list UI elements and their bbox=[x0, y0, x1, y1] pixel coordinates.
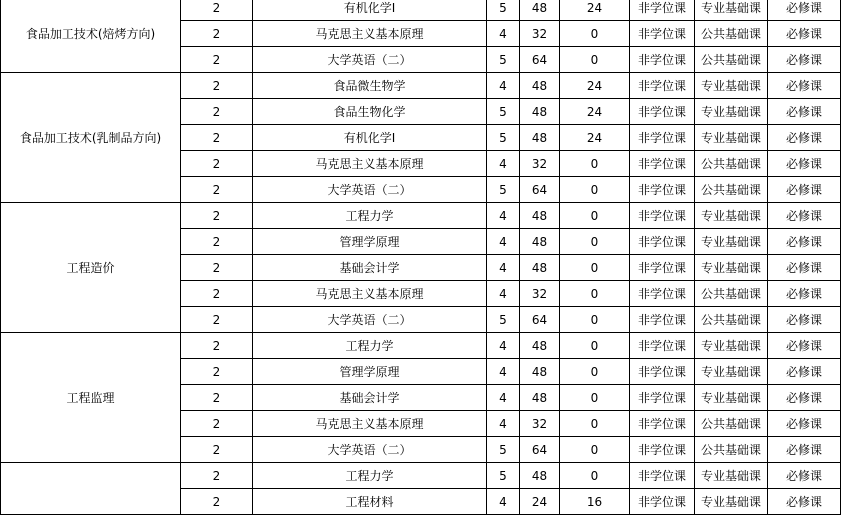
lab-hours-cell: 0 bbox=[560, 255, 630, 281]
course-name-cell: 大学英语（二） bbox=[253, 437, 487, 463]
course-name-cell: 工程力学 bbox=[253, 333, 487, 359]
degree-type-cell: 非学位课 bbox=[630, 255, 695, 281]
course-type-cell: 必修课 bbox=[768, 203, 841, 229]
lab-hours-cell: 0 bbox=[560, 203, 630, 229]
degree-type-cell: 非学位课 bbox=[630, 151, 695, 177]
lab-hours-cell: 24 bbox=[560, 0, 630, 21]
credit-cell: 4 bbox=[487, 151, 520, 177]
lab-hours-cell: 24 bbox=[560, 73, 630, 99]
degree-type-cell: 非学位课 bbox=[630, 125, 695, 151]
degree-type-cell: 非学位课 bbox=[630, 177, 695, 203]
lab-hours-cell: 0 bbox=[560, 333, 630, 359]
course-name-cell: 食品微生物学 bbox=[253, 73, 487, 99]
major-name-cell: 食品加工技术(乳制品方向) bbox=[1, 73, 181, 203]
course-category-cell: 专业基础课 bbox=[695, 125, 768, 151]
semester-cell: 2 bbox=[181, 359, 253, 385]
course-type-cell: 必修课 bbox=[768, 73, 841, 99]
hours-cell: 64 bbox=[520, 47, 560, 73]
course-type-cell: 必修课 bbox=[768, 463, 841, 489]
course-name-cell: 管理学原理 bbox=[253, 229, 487, 255]
course-type-cell: 必修课 bbox=[768, 47, 841, 73]
course-type-cell: 必修课 bbox=[768, 99, 841, 125]
credit-cell: 5 bbox=[487, 99, 520, 125]
course-name-cell: 大学英语（二） bbox=[253, 177, 487, 203]
semester-cell: 2 bbox=[181, 307, 253, 333]
degree-type-cell: 非学位课 bbox=[630, 99, 695, 125]
credit-cell: 4 bbox=[487, 229, 520, 255]
course-name-cell: 有机化学I bbox=[253, 125, 487, 151]
course-name-cell: 有机化学I bbox=[253, 0, 487, 21]
semester-cell: 2 bbox=[181, 437, 253, 463]
hours-cell: 48 bbox=[520, 333, 560, 359]
course-category-cell: 专业基础课 bbox=[695, 203, 768, 229]
course-category-cell: 专业基础课 bbox=[695, 489, 768, 515]
hours-cell: 48 bbox=[520, 385, 560, 411]
course-type-cell: 必修课 bbox=[768, 125, 841, 151]
semester-cell: 2 bbox=[181, 463, 253, 489]
hours-cell: 48 bbox=[520, 0, 560, 21]
table-row bbox=[1, 463, 841, 489]
hours-cell: 32 bbox=[520, 411, 560, 437]
course-type-cell: 必修课 bbox=[768, 411, 841, 437]
hours-cell: 48 bbox=[520, 125, 560, 151]
course-name-cell: 基础会计学 bbox=[253, 255, 487, 281]
degree-type-cell: 非学位课 bbox=[630, 21, 695, 47]
major-name-cell: 工程监理 bbox=[1, 333, 181, 463]
course-name-cell: 马克思主义基本原理 bbox=[253, 411, 487, 437]
table-row bbox=[1, 0, 841, 21]
credit-cell: 5 bbox=[487, 125, 520, 151]
course-type-cell: 必修课 bbox=[768, 489, 841, 515]
lab-hours-cell: 0 bbox=[560, 177, 630, 203]
course-category-cell: 公共基础课 bbox=[695, 281, 768, 307]
hours-cell: 64 bbox=[520, 307, 560, 333]
course-name-cell: 基础会计学 bbox=[253, 385, 487, 411]
course-type-cell: 必修课 bbox=[768, 21, 841, 47]
hours-cell: 48 bbox=[520, 73, 560, 99]
semester-cell: 2 bbox=[181, 281, 253, 307]
hours-cell: 48 bbox=[520, 359, 560, 385]
lab-hours-cell: 24 bbox=[560, 99, 630, 125]
course-type-cell: 必修课 bbox=[768, 437, 841, 463]
course-type-cell: 必修课 bbox=[768, 0, 841, 21]
major-name-cell bbox=[1, 463, 181, 515]
course-category-cell: 专业基础课 bbox=[695, 333, 768, 359]
course-name-cell: 大学英语（二） bbox=[253, 307, 487, 333]
course-name-cell: 马克思主义基本原理 bbox=[253, 21, 487, 47]
course-category-cell: 专业基础课 bbox=[695, 463, 768, 489]
course-category-cell: 公共基础课 bbox=[695, 177, 768, 203]
credit-cell: 4 bbox=[487, 73, 520, 99]
degree-type-cell: 非学位课 bbox=[630, 489, 695, 515]
semester-cell: 2 bbox=[181, 385, 253, 411]
credit-cell: 4 bbox=[487, 385, 520, 411]
major-name-cell: 食品加工技术(焙烤方向) bbox=[1, 0, 181, 73]
degree-type-cell: 非学位课 bbox=[630, 385, 695, 411]
course-type-cell: 必修课 bbox=[768, 177, 841, 203]
lab-hours-cell: 0 bbox=[560, 307, 630, 333]
credit-cell: 4 bbox=[487, 255, 520, 281]
credit-cell: 4 bbox=[487, 333, 520, 359]
lab-hours-cell: 0 bbox=[560, 437, 630, 463]
course-type-cell: 必修课 bbox=[768, 255, 841, 281]
course-type-cell: 必修课 bbox=[768, 229, 841, 255]
course-type-cell: 必修课 bbox=[768, 307, 841, 333]
course-type-cell: 必修课 bbox=[768, 281, 841, 307]
course-category-cell: 公共基础课 bbox=[695, 437, 768, 463]
credit-cell: 4 bbox=[487, 411, 520, 437]
lab-hours-cell: 0 bbox=[560, 385, 630, 411]
lab-hours-cell: 0 bbox=[560, 463, 630, 489]
lab-hours-cell: 0 bbox=[560, 151, 630, 177]
course-type-cell: 必修课 bbox=[768, 359, 841, 385]
course-name-cell: 大学英语（二） bbox=[253, 47, 487, 73]
course-category-cell: 专业基础课 bbox=[695, 0, 768, 21]
credit-cell: 4 bbox=[487, 203, 520, 229]
degree-type-cell: 非学位课 bbox=[630, 333, 695, 359]
hours-cell: 48 bbox=[520, 463, 560, 489]
course-name-cell: 食品生物化学 bbox=[253, 99, 487, 125]
lab-hours-cell: 0 bbox=[560, 359, 630, 385]
semester-cell: 2 bbox=[181, 125, 253, 151]
credit-cell: 4 bbox=[487, 359, 520, 385]
semester-cell: 2 bbox=[181, 0, 253, 21]
credit-cell: 5 bbox=[487, 47, 520, 73]
course-category-cell: 专业基础课 bbox=[695, 255, 768, 281]
semester-cell: 2 bbox=[181, 99, 253, 125]
semester-cell: 2 bbox=[181, 203, 253, 229]
course-category-cell: 专业基础课 bbox=[695, 359, 768, 385]
hours-cell: 64 bbox=[520, 437, 560, 463]
hours-cell: 48 bbox=[520, 255, 560, 281]
credit-cell: 4 bbox=[487, 21, 520, 47]
table-row bbox=[1, 73, 841, 99]
lab-hours-cell: 0 bbox=[560, 47, 630, 73]
semester-cell: 2 bbox=[181, 333, 253, 359]
credit-cell: 5 bbox=[487, 463, 520, 489]
course-category-cell: 专业基础课 bbox=[695, 229, 768, 255]
semester-cell: 2 bbox=[181, 177, 253, 203]
credit-cell: 5 bbox=[487, 177, 520, 203]
hours-cell: 24 bbox=[520, 489, 560, 515]
degree-type-cell: 非学位课 bbox=[630, 437, 695, 463]
degree-type-cell: 非学位课 bbox=[630, 203, 695, 229]
course-type-cell: 必修课 bbox=[768, 385, 841, 411]
course-name-cell: 管理学原理 bbox=[253, 359, 487, 385]
course-name-cell: 工程材料 bbox=[253, 489, 487, 515]
table-row bbox=[1, 203, 841, 229]
course-category-cell: 公共基础课 bbox=[695, 307, 768, 333]
credit-cell: 4 bbox=[487, 489, 520, 515]
semester-cell: 2 bbox=[181, 47, 253, 73]
semester-cell: 2 bbox=[181, 21, 253, 47]
course-type-cell: 必修课 bbox=[768, 333, 841, 359]
course-name-cell: 马克思主义基本原理 bbox=[253, 281, 487, 307]
lab-hours-cell: 0 bbox=[560, 411, 630, 437]
semester-cell: 2 bbox=[181, 255, 253, 281]
semester-cell: 2 bbox=[181, 489, 253, 515]
degree-type-cell: 非学位课 bbox=[630, 229, 695, 255]
course-category-cell: 公共基础课 bbox=[695, 21, 768, 47]
hours-cell: 48 bbox=[520, 229, 560, 255]
course-category-cell: 公共基础课 bbox=[695, 151, 768, 177]
degree-type-cell: 非学位课 bbox=[630, 0, 695, 21]
course-category-cell: 公共基础课 bbox=[695, 411, 768, 437]
credit-cell: 5 bbox=[487, 307, 520, 333]
table-row bbox=[1, 333, 841, 359]
course-name-cell: 马克思主义基本原理 bbox=[253, 151, 487, 177]
degree-type-cell: 非学位课 bbox=[630, 359, 695, 385]
degree-type-cell: 非学位课 bbox=[630, 73, 695, 99]
hours-cell: 48 bbox=[520, 203, 560, 229]
major-name-cell: 工程造价 bbox=[1, 203, 181, 333]
lab-hours-cell: 0 bbox=[560, 281, 630, 307]
credit-cell: 4 bbox=[487, 281, 520, 307]
degree-type-cell: 非学位课 bbox=[630, 463, 695, 489]
lab-hours-cell: 0 bbox=[560, 21, 630, 47]
credit-cell: 5 bbox=[487, 0, 520, 21]
hours-cell: 32 bbox=[520, 281, 560, 307]
lab-hours-cell: 24 bbox=[560, 125, 630, 151]
semester-cell: 2 bbox=[181, 229, 253, 255]
course-name-cell: 工程力学 bbox=[253, 463, 487, 489]
course-table-body bbox=[1, 0, 841, 515]
course-type-cell: 必修课 bbox=[768, 151, 841, 177]
hours-cell: 32 bbox=[520, 151, 560, 177]
course-category-cell: 专业基础课 bbox=[695, 385, 768, 411]
degree-type-cell: 非学位课 bbox=[630, 307, 695, 333]
semester-cell: 2 bbox=[181, 411, 253, 437]
course-category-cell: 公共基础课 bbox=[695, 47, 768, 73]
lab-hours-cell: 16 bbox=[560, 489, 630, 515]
hours-cell: 48 bbox=[520, 99, 560, 125]
degree-type-cell: 非学位课 bbox=[630, 281, 695, 307]
hours-cell: 64 bbox=[520, 177, 560, 203]
lab-hours-cell: 0 bbox=[560, 229, 630, 255]
course-category-cell: 专业基础课 bbox=[695, 99, 768, 125]
course-name-cell: 工程力学 bbox=[253, 203, 487, 229]
hours-cell: 32 bbox=[520, 21, 560, 47]
credit-cell: 5 bbox=[487, 437, 520, 463]
semester-cell: 2 bbox=[181, 73, 253, 99]
semester-cell: 2 bbox=[181, 151, 253, 177]
degree-type-cell: 非学位课 bbox=[630, 411, 695, 437]
degree-type-cell: 非学位课 bbox=[630, 47, 695, 73]
course-category-cell: 专业基础课 bbox=[695, 73, 768, 99]
